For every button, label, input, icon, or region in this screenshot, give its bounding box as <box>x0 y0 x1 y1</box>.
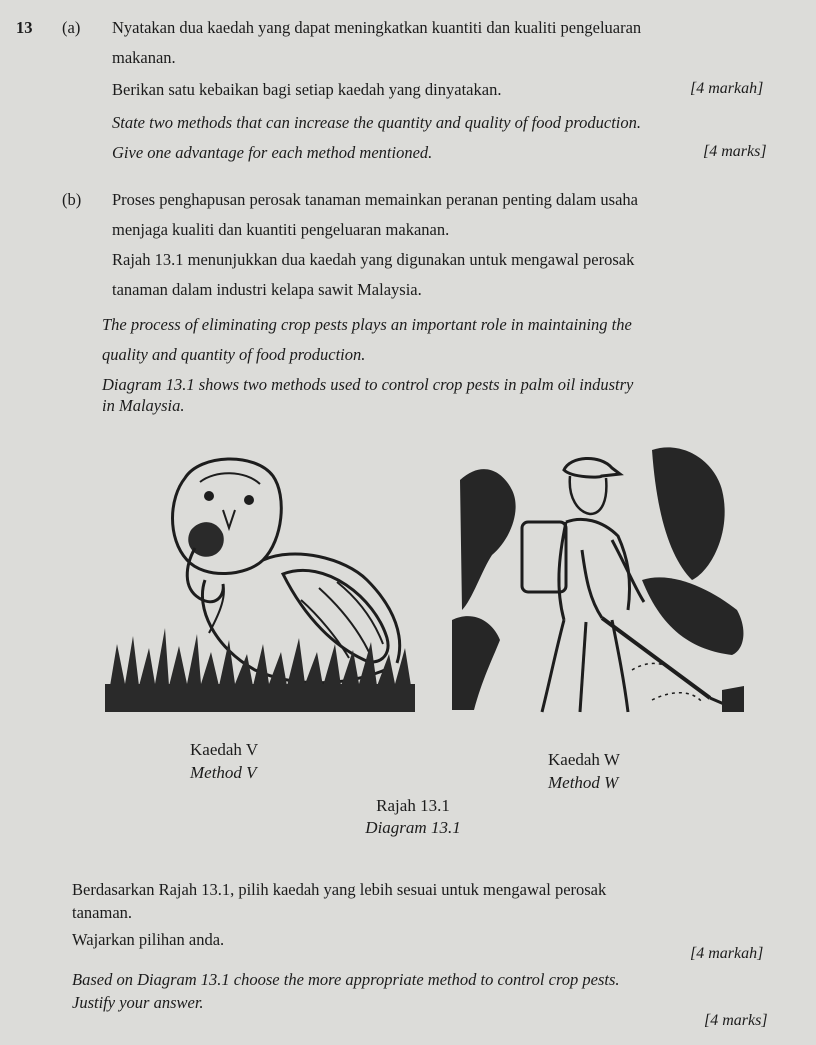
part-a-label: (a) <box>62 18 81 37</box>
part-b-en-line3: Diagram 13.1 shows two methods used to control crop pests in palm oil industry <box>102 375 634 394</box>
diagram-caption-en: Diagram 13.1 <box>365 818 461 837</box>
part-a-ms-line3: Berikan satu kebaikan bagi setiap kaedah yang dinyatakan. <box>112 80 502 99</box>
question-number: 13 <box>16 18 33 37</box>
task-en-line2: Justify your answer. <box>72 993 204 1012</box>
task-ms-line1: Berdasarkan Rajah 13.1, pilih kaedah yang lebih sesuai untuk mengawal perosak <box>72 880 607 899</box>
task-ms-line2: tanaman. <box>72 903 133 922</box>
part-a-en-line2: Give one advantage for each method mentioned. <box>112 143 433 162</box>
part-b-ms-line1: Proses penghapusan perosak tanaman memainkan peranan penting dalam usaha <box>112 190 638 209</box>
part-a-ms-line2: makanan. <box>112 48 176 67</box>
part-b-label: (b) <box>62 190 82 209</box>
part-b-en-line4: in Malaysia. <box>102 396 185 415</box>
method-w-label-en: Method W <box>548 773 619 792</box>
part-a-ms-marks: [4 markah] <box>690 80 764 97</box>
diagram-caption-ms: Rajah 13.1 <box>376 796 450 815</box>
method-v-label-en: Method V <box>190 763 257 782</box>
task-en-marks: [4 marks] <box>704 1012 768 1029</box>
task-en-line1: Based on Diagram 13.1 choose the more appropriate method to control crop pests. <box>72 970 620 989</box>
task-ms-line3: Wajarkan pilihan anda. <box>72 930 225 949</box>
pesticide-spraying-illustration <box>452 440 752 726</box>
part-a-en-line1: State two methods that can increase the quantity and quality of food production. <box>112 113 642 132</box>
method-v-label-ms: Kaedah V <box>190 740 259 759</box>
part-b-ms-line3: Rajah 13.1 menunjukkan dua kaedah yang digunakan untuk mengawal perosak <box>112 250 635 269</box>
part-b-ms-line2: menjaga kualiti dan kuantiti pengeluaran makanan. <box>112 220 450 239</box>
part-a-ms-line1: Nyatakan dua kaedah yang dapat meningkatkan kuantiti dan kualiti pengeluaran <box>112 18 642 37</box>
owl-illustration <box>105 448 415 718</box>
task-ms-marks: [4 markah] <box>690 945 764 962</box>
part-b-en-line2: quality and quantity of food production. <box>102 345 366 364</box>
part-a-en-marks: [4 marks] <box>703 143 767 160</box>
part-b-en-line1: The process of eliminating crop pests plays an important role in maintaining the <box>102 315 632 334</box>
method-w-label-ms: Kaedah W <box>548 750 620 769</box>
part-b-ms-line4: tanaman dalam industri kelapa sawit Malaysia. <box>112 280 422 299</box>
